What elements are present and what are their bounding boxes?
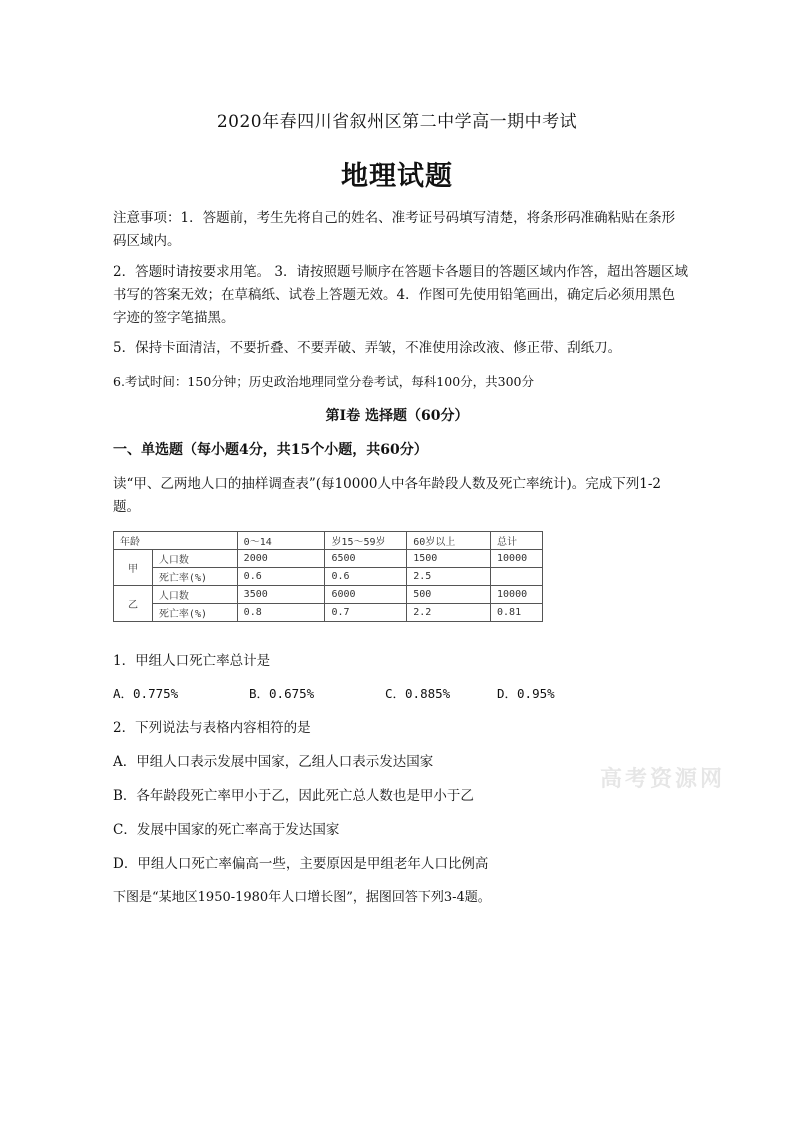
watermark: 高考资源网	[600, 766, 726, 792]
table-header-row	[114, 532, 543, 550]
part-title: 一、单选题（每小题4分，共15个小题，共60分）	[113, 442, 428, 458]
q1-option-b: B．0.675%	[249, 686, 315, 701]
table-row	[114, 586, 543, 604]
table-cell: 0.6	[237, 568, 325, 586]
q1-option-a: A．0.775%	[113, 686, 179, 701]
table-header-cell: 总计	[491, 532, 543, 550]
row-label: 人口数	[152, 550, 237, 568]
group-label-jia: 甲	[114, 550, 153, 586]
table-header-cell: 0～14	[237, 532, 325, 550]
table-cell: 6000	[325, 586, 407, 604]
q2-option-b: B．各年龄段死亡率甲小于乙，因此死亡总人数也是甲小于乙	[113, 788, 474, 804]
table-cell: 1500	[407, 550, 491, 568]
note-paragraph-3: 5．保持卡面清洁，不要折叠、不要弄破、弄皱，不准使用涂改液、修正带、刮纸刀。	[113, 340, 622, 356]
table-cell	[491, 568, 543, 586]
table-header-cell: 年龄	[114, 532, 238, 550]
table-cell: 3500	[237, 586, 325, 604]
table-header-cell: 60岁以上	[407, 532, 491, 550]
table-row	[114, 604, 543, 622]
question-2-stem: 2．下列说法与表格内容相符的是	[113, 720, 311, 736]
table-cell: 2.2	[407, 604, 491, 622]
table-cell: 0.7	[325, 604, 407, 622]
next-question-intro: 下图是“某地区1950-1980年人口增长图”，据图回答下列3-4题。	[113, 890, 491, 905]
note-paragraph-1: 注意事项：1．答题前，考生先将自己的姓名、准考证号码填写清楚，将条形码准确粘贴在条形码区域内。	[113, 210, 676, 249]
population-survey-table	[113, 531, 543, 622]
exam-title: 2020年春四川省叙州区第二中学高一期中考试	[216, 112, 578, 132]
table-header-cell: 岁15～59岁	[325, 532, 407, 550]
note-paragraph-2: 2．答题时请按要求用笔。 3．请按照题号顺序在答题卡各题目的答题区域内作答，超出答题区域书写的答案无效；在草稿纸、试卷上答题无效。4．作图可先使用铅笔画出，确定后必须用黑色字迹的签字笔描黑。	[113, 264, 688, 326]
q1-option-c: C．0.885%	[385, 686, 451, 701]
table-cell: 0.8	[237, 604, 325, 622]
q2-option-c: C．发展中国家的死亡率高于发达国家	[113, 822, 340, 838]
table-cell: 500	[407, 586, 491, 604]
group-label-yi: 乙	[114, 586, 153, 622]
question-intro: 读“甲、乙两地人口的抽样调查表”(每10000人中各年龄段人数及死亡率统计)。完成下列1-2题。	[113, 476, 662, 515]
question-1-stem: 1．甲组人口死亡率总计是	[113, 653, 271, 669]
table-cell: 6500	[325, 550, 407, 568]
table-cell: 10000	[491, 586, 543, 604]
q2-option-d: D．甲组人口死亡率偏高一些，主要原因是甲组老年人口比例高	[113, 856, 489, 872]
table-row	[114, 568, 543, 586]
row-label: 人口数	[152, 586, 237, 604]
subject-title: 地理试题	[341, 161, 453, 192]
row-label: 死亡率(%)	[152, 568, 237, 586]
table-cell: 2.5	[407, 568, 491, 586]
note-paragraph-4: 6.考试时间：150分钟；历史政治地理同堂分卷考试，每科100分，共300分	[113, 374, 535, 389]
table-cell: 2000	[237, 550, 325, 568]
table-cell: 0.81	[491, 604, 543, 622]
section-title: 第Ⅰ卷 选择题（60分）	[325, 408, 469, 424]
q2-option-a: A．甲组人口表示发展中国家，乙组人口表示发达国家	[113, 754, 434, 770]
row-label: 死亡率(%)	[152, 604, 237, 622]
table-cell: 10000	[491, 550, 543, 568]
q1-option-d: D．0.95%	[497, 686, 555, 701]
table-cell: 0.6	[325, 568, 407, 586]
table-row	[114, 550, 543, 568]
